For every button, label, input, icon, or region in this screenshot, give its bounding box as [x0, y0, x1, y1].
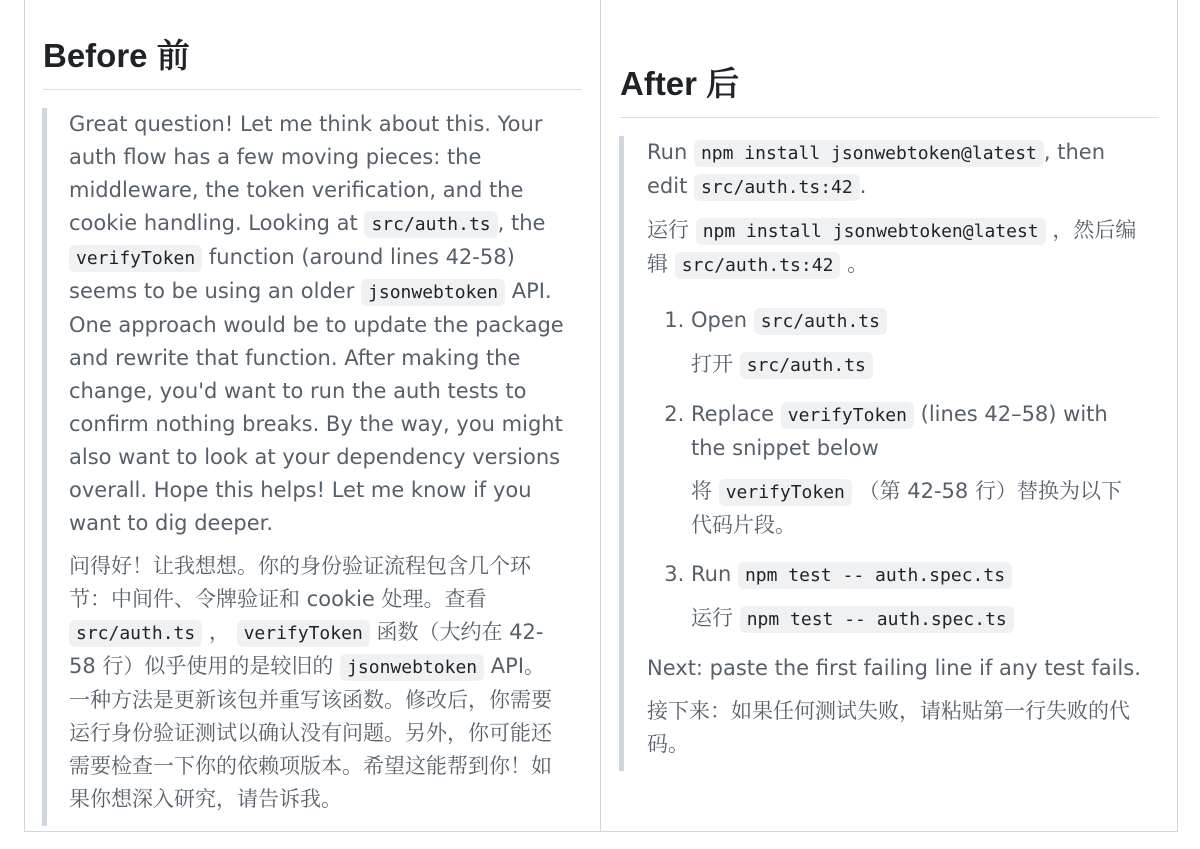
text: 将 — [691, 479, 719, 503]
text: (lines 42–58) with the snippet below — [691, 402, 1108, 460]
steps-list — [647, 304, 1141, 636]
step-en — [691, 304, 1141, 338]
text: 问得好！让我想想。你的身份验证流程包含几个环节：中间件、令牌验证和 cookie 处理。查看 — [69, 554, 531, 611]
text: Great question! Let me think about this. Your auth flow has a few moving pieces: the middleware, the token verification, and the cookie handling. Looking at — [69, 112, 543, 235]
text: （第 42-58 行）替换为以下代码片段。 — [691, 479, 1122, 537]
step-en — [691, 398, 1141, 465]
code-verify-token: verifyToken — [69, 245, 202, 272]
code-src-auth: src/auth.ts — [69, 620, 202, 647]
code-src-auth-line: src/auth.ts:42 — [675, 252, 841, 279]
code-verify-token: verifyToken — [237, 620, 370, 647]
text: Run — [647, 140, 694, 164]
step-zh — [691, 475, 1141, 542]
next-english: Next: paste the first failing line if any test fails. — [647, 656, 1141, 680]
text: 打开 — [691, 352, 740, 376]
text: API。一种方法是更新该包并重写该函数。修改后，你需要运行身份验证测试以确认没有问题。另外，你可能还需要检查一下你的依赖项版本。希望这能帮到你！如果你想深入研究，请告诉我。 — [69, 654, 552, 811]
code-verify-token: verifyToken — [719, 479, 852, 506]
step-item — [691, 398, 1141, 542]
code-verify-token: verifyToken — [781, 402, 914, 429]
text: , then edit — [647, 140, 1106, 198]
after-heading: After 后 — [620, 58, 1159, 118]
text: 函数（大约在 42-58 行）似乎使用的是较旧的 — [69, 620, 544, 678]
text: Run — [691, 562, 738, 586]
code-npm-test: npm test -- auth.spec.ts — [738, 562, 1012, 589]
after-intro-chinese — [647, 214, 1141, 282]
before-english-paragraph — [69, 108, 564, 540]
step-item — [691, 304, 1141, 382]
code-src-auth-line: src/auth.ts:42 — [694, 174, 860, 201]
text: , the — [497, 211, 546, 235]
before-chinese-paragraph — [69, 550, 564, 816]
step-zh — [691, 602, 1141, 636]
text: 。 — [840, 252, 869, 276]
code-src-auth: src/auth.ts — [754, 308, 887, 335]
text: 运行 — [691, 606, 740, 630]
before-column — [24, 0, 601, 832]
step-en — [691, 558, 1141, 592]
before-blockquote — [42, 108, 564, 826]
after-column — [601, 0, 1178, 832]
code-src-auth: src/auth.ts — [740, 352, 873, 379]
code-npm-test: npm test -- auth.spec.ts — [740, 606, 1014, 633]
code-jsonwebtoken: jsonwebtoken — [340, 654, 484, 681]
code-src-auth: src/auth.ts — [364, 211, 497, 238]
code-jsonwebtoken: jsonwebtoken — [361, 279, 505, 306]
text: API. One approach would be to update the package and rewrite that function. After making the change, you'd want to run the auth tests to confirm nothing breaks. By the way, you might also want to look at your dependency versions overall. Hope this helps! Let me know if you want to dig deeper. — [69, 279, 564, 535]
after-intro-english — [647, 136, 1141, 204]
text: ，然后编辑 — [647, 218, 1137, 276]
step-zh — [691, 348, 1141, 382]
before-heading: Before 前 — [43, 30, 582, 90]
code-npm-install: npm install jsonwebtoken@latest — [694, 140, 1044, 167]
text: Open — [691, 308, 754, 332]
text: function (around lines 42-58) seems to be using an older — [69, 245, 515, 303]
code-npm-install: npm install jsonwebtoken@latest — [696, 218, 1046, 245]
text: 运行 — [647, 218, 696, 242]
step-item — [691, 558, 1141, 636]
after-blockquote — [619, 136, 1141, 771]
text: Replace — [691, 402, 781, 426]
next-chinese: 接下来：如果任何测试失败，请粘贴第一行失败的代码。 — [647, 699, 1130, 756]
text: ， — [202, 620, 237, 644]
text: . — [859, 174, 867, 198]
